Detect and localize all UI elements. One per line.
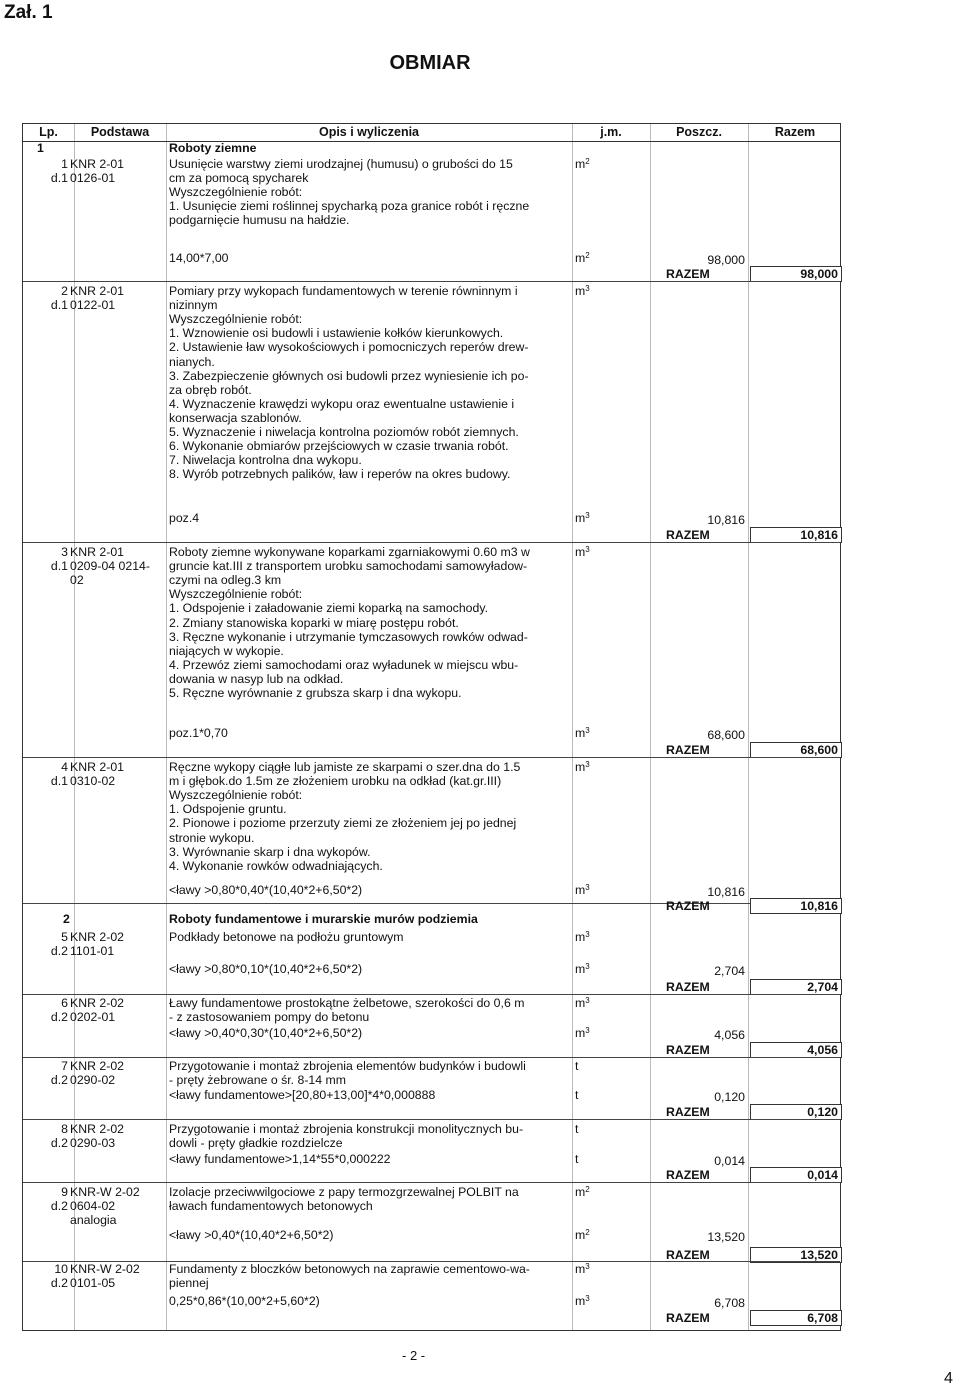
item-calculation: <ławy >0,40*(10,40*2+6,50*2)	[169, 1228, 334, 1242]
item-description-line: 6. Wykonanie obmiarów przejściowych w czasie trwania robót.	[169, 439, 509, 454]
item-unit: $m^2$	[575, 1185, 590, 1199]
item-description-line: gruncie kat.III z transportem urobku samochodami samowyładow-	[169, 559, 528, 574]
item-number: 1	[61, 157, 68, 171]
item-description-line: Roboty ziemne wykonywane koparkami zgarniakowymi 0.60 m3 w	[169, 545, 530, 559]
item-division: d.2	[50, 1199, 68, 1214]
item-calculation: poz.1*0,70	[169, 726, 228, 740]
item-basis: 0126-01	[70, 171, 116, 186]
item-calc-unit: t	[575, 1152, 579, 1166]
item-description-line: 4. Wykonanie rowków odwadniających.	[169, 858, 383, 873]
item-unit: $m^3$	[575, 760, 590, 774]
item-partial-value: 6,708	[714, 1296, 745, 1310]
item-number: 9	[61, 1185, 68, 1199]
razem-label: RAZEM	[666, 899, 710, 913]
item-description-line: cm za pomocą spycharek	[169, 171, 309, 186]
header-lp: Lp.	[39, 125, 58, 139]
item-calc-unit: t	[575, 1088, 579, 1102]
item-division: d.2	[50, 1073, 68, 1088]
item-total-value: 6,708	[750, 1310, 842, 1326]
item-total-value: 68,600	[750, 742, 842, 758]
item-partial-value: 2,704	[714, 964, 745, 978]
item-partial-value: 0,014	[714, 1154, 745, 1168]
item-description-line: Usunięcie warstwy ziemi urodzajnej (humusu) o grubości do 15	[169, 157, 513, 171]
section-title: Roboty ziemne	[169, 141, 257, 155]
item-calculation: 14,00*7,00	[169, 251, 229, 265]
item-description-line: Wyszczególnienie robót:	[169, 312, 303, 327]
row-separator	[23, 757, 840, 758]
row-separator	[23, 994, 840, 995]
item-division: d.2	[50, 1010, 68, 1025]
razem-label: RAZEM	[666, 1105, 710, 1119]
item-division: d.2	[50, 1136, 68, 1151]
item-basis: 0209-04 0214-	[70, 559, 150, 574]
item-unit: $m^3$	[575, 545, 590, 559]
row-separator	[23, 1057, 840, 1058]
item-number: 4	[61, 760, 68, 774]
item-basis: KNR 2-01	[70, 157, 124, 171]
item-description-line: Podkłady betonowe na podłożu gruntowym	[169, 930, 404, 944]
page-number: - 2 -	[402, 1348, 426, 1363]
item-number: 3	[61, 545, 68, 559]
header-opis: Opis i wyliczenia	[318, 125, 420, 139]
razem-label: RAZEM	[666, 1311, 710, 1325]
item-number: 2	[61, 284, 68, 298]
header-jm: j.m.	[600, 125, 622, 139]
item-basis: KNR 2-01	[70, 545, 124, 559]
item-basis: 0101-05	[70, 1276, 116, 1291]
item-description-line: Fundamenty z bloczków betonowych na zaprawie cementowo-wa-	[169, 1262, 530, 1276]
item-division: d.2	[50, 944, 68, 959]
row-separator	[23, 542, 840, 543]
item-unit: $m^2$	[575, 157, 590, 171]
header-podstawa: Podstawa	[90, 125, 150, 139]
item-description-line: podgarnięcie humusu na hałdzie.	[169, 213, 350, 228]
item-description-line: 5. Ręczne wyrównanie z grubsza skarp i dna wykopu.	[169, 686, 462, 700]
item-description-line: Pomiary przy wykopach fundamentowych w terenie równinnym i	[169, 284, 518, 298]
item-description-line: 1. Wznowienie osi budowli i ustawienie kołków kierunkowych.	[169, 326, 504, 341]
item-calc-unit: $m^3$	[575, 1294, 590, 1308]
item-description-line: m i głębok.do 1.5m ze złożeniem urobku na odkład (kat.gr.III)	[169, 774, 502, 789]
section-title: Roboty fundamentowe i murarskie murów podziemia	[169, 912, 478, 926]
item-description-line: 7. Niwelacja kontrolna dna wykopu.	[169, 453, 362, 468]
item-description-line: 2. Zmiany stanowiska koparki w miarę postępu robót.	[169, 615, 459, 630]
measurement-table	[22, 123, 841, 1331]
item-number: 7	[61, 1059, 68, 1073]
item-calculation: <ławy >0,80*0,10*(10,40*2+6,50*2)	[169, 962, 363, 976]
item-description-line: - pręty żebrowane o śr. 8-14 mm	[169, 1073, 347, 1088]
item-description-line: czymi na odleg.3 km	[169, 573, 282, 588]
item-description-line: 3. Zabezpieczenie głównych osi budowli przez wyniesienie ich po-	[169, 368, 529, 383]
item-partial-value: 68,600	[707, 728, 745, 742]
item-partial-value: 0,120	[714, 1090, 745, 1104]
page-title: OBMIAR	[389, 52, 471, 74]
item-division: d.1	[50, 171, 68, 186]
item-description-line: 1. Odspojenie gruntu.	[169, 802, 287, 817]
item-calc-unit: $m^3$	[575, 883, 590, 897]
side-page-number: 4	[944, 1370, 953, 1387]
item-basis: KNR 2-02	[70, 930, 124, 944]
item-description-line: Wyszczególnienie robót:	[169, 587, 303, 602]
item-basis: 1101-01	[70, 944, 115, 959]
razem-label: RAZEM	[666, 528, 710, 542]
item-total-value: 0,120	[750, 1104, 842, 1120]
item-division: d.2	[50, 1276, 68, 1291]
item-basis: KNR 2-02	[70, 1059, 124, 1073]
row-separator	[23, 1182, 840, 1183]
item-unit: $m^3$	[575, 284, 590, 298]
header-poszcz: Poszcz.	[676, 125, 722, 139]
item-basis: analogia	[70, 1213, 117, 1228]
item-calc-unit: $m^2$	[575, 1228, 590, 1242]
item-description-line: - z zastosowaniem pompy do betonu	[169, 1010, 370, 1025]
attachment-label: Zał. 1	[4, 2, 53, 23]
header-razem: Razem	[774, 125, 816, 139]
item-basis: 0310-02	[70, 774, 116, 789]
section-number: 1	[37, 141, 44, 155]
item-description-line: dowania w nasyp lub na odkład.	[169, 671, 344, 686]
item-basis: 0290-02	[70, 1073, 116, 1088]
item-description-line: Ławy fundamentowe prostokątne żelbetowe, szerokości do 0,6 m	[169, 996, 525, 1010]
item-calc-unit: $m^3$	[575, 511, 590, 525]
item-basis: 0604-02	[70, 1199, 116, 1214]
item-description-line: 4. Wyznaczenie krawędzi wykopu oraz ewentualne ustawienie i	[169, 396, 515, 411]
razem-label: RAZEM	[666, 1248, 710, 1262]
razem-label: RAZEM	[666, 980, 710, 994]
item-description-line: 3. Ręczne wykonanie i utrzymanie tymczasowych rowków odwad-	[169, 629, 528, 644]
item-description-line: Ręczne wykopy ciągłe lub jamiste ze skarpami o szer.dna do 1.5	[169, 760, 521, 774]
item-description-line: Wyszczególnienie robót:	[169, 788, 303, 803]
item-basis: KNR-W 2-02	[70, 1185, 140, 1199]
item-partial-value: 10,816	[707, 885, 745, 899]
item-unit: $m^3$	[575, 930, 590, 944]
item-basis: 02	[70, 573, 84, 588]
item-number: 8	[61, 1122, 68, 1136]
item-calculation: 0,25*0,86*(10,00*2+5,60*2)	[169, 1294, 320, 1308]
item-basis: KNR 2-01	[70, 284, 124, 298]
row-separator	[23, 1119, 840, 1120]
item-calc-unit: $m^3$	[575, 962, 590, 976]
item-description-line: konserwacja szablonów.	[169, 410, 302, 425]
item-unit: t	[575, 1122, 579, 1136]
item-number: 6	[61, 996, 68, 1010]
item-description-line: niających w wykopie.	[169, 643, 284, 658]
item-description-line: 2. Pionowe i poziome przerzuty ziemi ze złożeniem jej po jednej	[169, 816, 517, 831]
item-total-value: 13,520	[750, 1247, 842, 1263]
item-total-value: 4,056	[750, 1042, 842, 1058]
item-partial-value: 4,056	[714, 1028, 745, 1042]
row-separator	[23, 281, 840, 282]
item-description-line: 3. Wyrównanie skarp i dna wykopów.	[169, 844, 371, 859]
item-description-line: Izolacje przeciwwilgociowe z papy termozgrzewalnej POLBIT na	[169, 1185, 519, 1199]
item-description-line: 1. Usunięcie ziemi roślinnej spycharką poza granice robót i ręczne	[169, 199, 530, 214]
item-description-line: Wyszczególnienie robót:	[169, 185, 303, 200]
item-total-value: 0,014	[750, 1167, 842, 1183]
item-basis: KNR 2-01	[70, 760, 124, 774]
item-calculation: <ławy >0,80*0,40*(10,40*2+6,50*2)	[169, 883, 363, 897]
item-calculation: <ławy fundamentowe>1,14*55*0,000222	[169, 1152, 391, 1166]
item-description-line: Przygotowanie i montaż zbrojenia konstrukcji monolitycznych bu-	[169, 1122, 524, 1136]
item-partial-value: 13,520	[707, 1230, 745, 1244]
table-header	[23, 124, 840, 142]
item-description-line: Przygotowanie i montaż zbrojenia elementów budynków i budowli	[169, 1059, 526, 1073]
razem-label: RAZEM	[666, 1168, 710, 1182]
item-basis: 0202-01	[70, 1010, 116, 1025]
item-description-line: dowli - pręty gładkie rozdzielcze	[169, 1136, 343, 1151]
item-total-value: 98,000	[750, 266, 842, 282]
item-description-line: ławach fundamentowych betonowych	[169, 1199, 373, 1214]
item-calc-unit: $m^2$	[575, 251, 590, 265]
item-unit: $m^3$	[575, 996, 590, 1010]
item-total-value: 10,816	[750, 527, 842, 543]
section-number: 2	[63, 912, 70, 926]
item-basis: KNR 2-02	[70, 1122, 124, 1136]
item-description-line: 5. Wyznaczenie i niwelacja kontrolna poziomów robót ziemnych.	[169, 425, 519, 439]
item-total-value: 10,816	[750, 898, 842, 914]
item-basis: 0122-01	[70, 298, 116, 313]
item-calc-unit: $m^3$	[575, 726, 590, 740]
item-total-value: 2,704	[750, 979, 842, 995]
item-division: d.1	[50, 559, 68, 574]
item-calculation: poz.4	[169, 511, 200, 525]
item-description-line: za obręb robót.	[169, 382, 252, 397]
item-division: d.1	[50, 298, 68, 313]
item-partial-value: 98,000	[707, 253, 745, 267]
item-description-line: nizinnym	[169, 298, 218, 313]
razem-label: RAZEM	[666, 1043, 710, 1057]
item-division: d.1	[50, 774, 68, 789]
item-calculation: <ławy >0,40*0,30*(10,40*2+6,50*2)	[169, 1026, 363, 1040]
item-description-line: stronie wykopu.	[169, 830, 255, 845]
item-number: 10	[54, 1262, 68, 1276]
item-description-line: nianych.	[169, 354, 215, 369]
razem-label: RAZEM	[666, 267, 710, 281]
item-unit: t	[575, 1059, 579, 1073]
item-description-line: 1. Odspojenie i załadowanie ziemi koparką na samochody.	[169, 601, 488, 616]
item-unit: $m^3$	[575, 1262, 590, 1276]
item-description-line: 4. Przewóz ziemi samochodami oraz wyładunek w miejscu wbu-	[169, 657, 519, 672]
item-partial-value: 10,816	[707, 513, 745, 527]
item-basis: 0290-03	[70, 1136, 116, 1151]
razem-label: RAZEM	[666, 743, 710, 757]
item-number: 5	[61, 930, 68, 944]
item-calculation: <ławy fundamentowe>[20,80+13,00]*4*0,000888	[169, 1088, 436, 1102]
item-description-line: 8. Wyrób potrzebnych palików, ław i reperów na okres budowy.	[169, 467, 511, 482]
item-basis: KNR 2-02	[70, 996, 124, 1010]
item-description-line: 2. Ustawienie ław wysokościowych i pomocniczych reperów drew-	[169, 340, 529, 355]
item-basis: KNR-W 2-02	[70, 1262, 140, 1276]
item-description-line: piennej	[169, 1276, 209, 1291]
item-calc-unit: $m^3$	[575, 1026, 590, 1040]
